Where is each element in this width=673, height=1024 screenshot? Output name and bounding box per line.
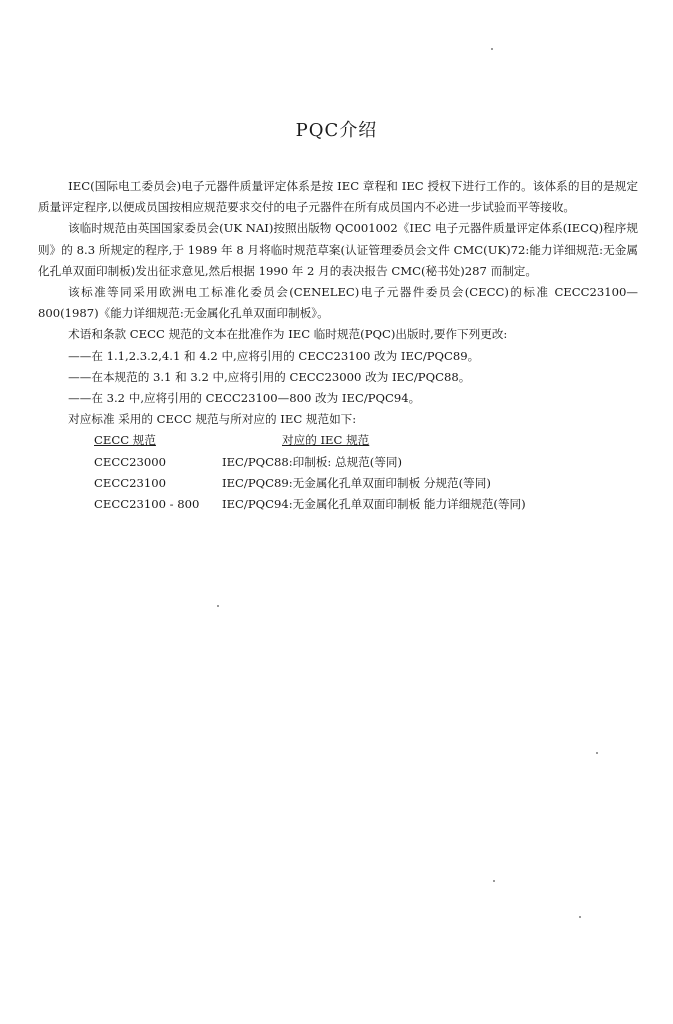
scan-speck <box>493 880 495 882</box>
change-item: ——在 1.1,2.3.2,4.1 和 4.2 中,应将引用的 CECC23100 改为 IEC/PQC89。 <box>68 348 480 363</box>
change-item: ——在本规范的 3.1 和 3.2 中,应将引用的 CECC23000 改为 IEC/PQC88。 <box>68 369 471 384</box>
paragraph-iecq-intro: IEC(国际电工委员会)电子元器件质量评定体系是按 IEC 章程和 IEC 授权下进行工作的。该体系的目的是规定质量评定程序,以便成员国按相应规范要求交付的电子元器件在所有成员国内不必进一步试验而平等接收。 <box>38 179 638 215</box>
paragraph-correspondence: 对应标准 采用的 CECC 规范与所对应的 IEC 规范如下: <box>68 412 357 427</box>
paragraph-provisional-spec: 该临时规范由英国国家委员会(UK NAI)按照出版物 QC001002《IEC 电子元器件质量评定体系(IECQ)程序规则》的 8.3 所规定的程序,于 1989 年 8 月将临时规范草案(认证管理委员会文件 CMC(UK)72:能力详细规范:无金属化孔单双面印制板)发出征求意见,然后根据 1990 年 2 月的表决报告 CMC(秘书处)287 而制定。 <box>38 221 638 278</box>
table-cell-iec: IEC/PQC94:无金属化孔单双面印制板 能力详细规范(等同) <box>222 497 526 511</box>
scan-speck <box>596 752 598 754</box>
document-body <box>38 176 638 515</box>
table-header-row <box>94 430 634 451</box>
scan-speck <box>491 48 493 50</box>
table-row <box>94 452 634 473</box>
correspondence-table <box>94 430 634 515</box>
table-cell-iec: IEC/PQC88:印制板: 总规范(等同) <box>222 454 403 469</box>
page-title: PQC介绍 <box>295 120 378 141</box>
table-cell-cecc: CECC23100 - 800 <box>94 497 200 511</box>
change-item: ——在 3.2 中,应将引用的 CECC23100—800 改为 IEC/PQC94。 <box>68 391 421 406</box>
paragraph-equivalent-standard: 该标准等同采用欧洲电工标准化委员会(CENELEC)电子元器件委员会(CECC)的标准 CECC23100—800(1987)《能力详细规范:无金属化孔单双面印制板》。 <box>38 285 638 321</box>
table-cell-cecc: CECC23100 <box>94 475 166 490</box>
table-header-iec: 对应的 IEC 规范 <box>282 433 370 448</box>
scan-speck <box>217 605 219 607</box>
table-row <box>94 494 634 515</box>
table-header-cecc: CECC 规范 <box>94 433 156 448</box>
table-row <box>94 473 634 494</box>
table-cell-cecc: CECC23000 <box>94 454 166 469</box>
table-cell-iec: IEC/PQC89:无金属化孔单双面印制板 分规范(等同) <box>222 475 491 490</box>
scan-speck <box>579 916 581 918</box>
paragraph-terms-and-clauses: 术语和条款 CECC 规范的文本在批准作为 IEC 临时规范(PQC)出版时,要作下列更改: <box>68 327 508 342</box>
